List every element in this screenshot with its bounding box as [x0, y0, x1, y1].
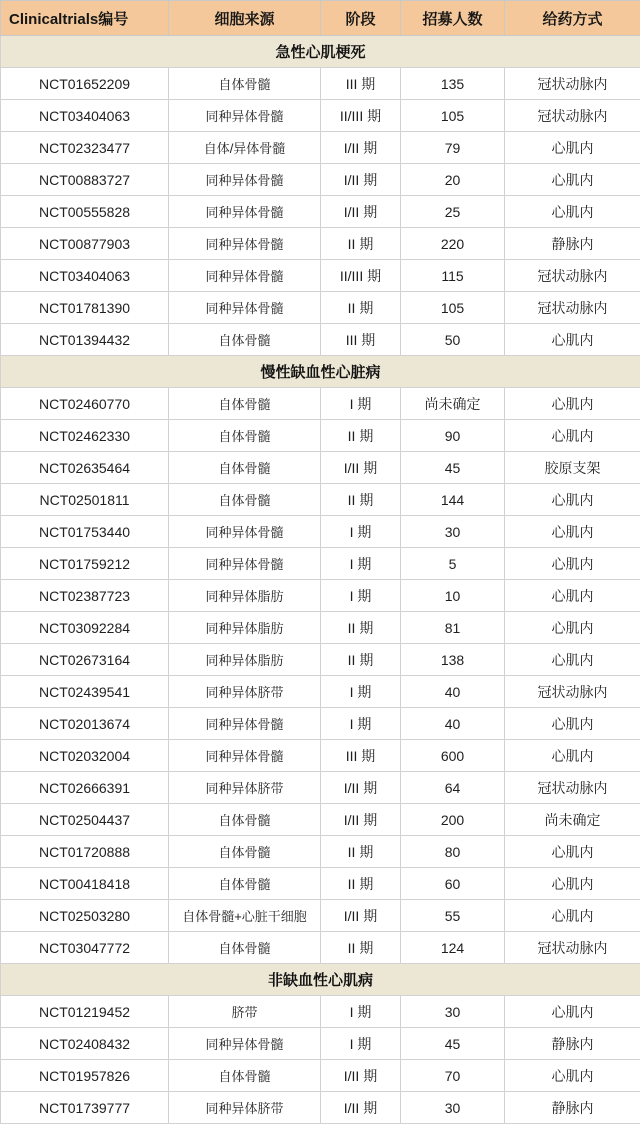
- table-cell: 30: [401, 1092, 505, 1124]
- table-cell: 冠状动脉内: [505, 932, 640, 964]
- table-cell: II/III 期: [321, 260, 401, 292]
- table-cell: I 期: [321, 676, 401, 708]
- table-cell: 79: [401, 132, 505, 164]
- table-cell: NCT02439541: [1, 676, 169, 708]
- table-row: [1, 612, 640, 644]
- table-cell: 冠状动脉内: [505, 100, 640, 132]
- table-cell: 30: [401, 516, 505, 548]
- table-cell: NCT03047772: [1, 932, 169, 964]
- table-cell: 静脉内: [505, 228, 640, 260]
- table-cell: NCT02462330: [1, 420, 169, 452]
- table-cell: 5: [401, 548, 505, 580]
- table-cell: 心肌内: [505, 132, 640, 164]
- table-cell: 50: [401, 324, 505, 356]
- table-cell: II 期: [321, 420, 401, 452]
- table-cell: NCT02408432: [1, 1028, 169, 1060]
- table-row: [1, 932, 640, 964]
- table-cell: NCT02032004: [1, 740, 169, 772]
- table-cell: NCT02673164: [1, 644, 169, 676]
- column-header-cell-source: 细胞来源: [169, 1, 321, 36]
- table-cell: 自体骨髓+心脏干细胞: [169, 900, 321, 932]
- table-cell: 220: [401, 228, 505, 260]
- table-cell: II 期: [321, 868, 401, 900]
- table-row: [1, 452, 640, 484]
- section-header-row: [1, 356, 640, 388]
- table-cell: 心肌内: [505, 612, 640, 644]
- table-cell: II 期: [321, 484, 401, 516]
- table-cell: 心肌内: [505, 708, 640, 740]
- table-cell: 冠状动脉内: [505, 260, 640, 292]
- table-cell: 自体骨髓: [169, 1060, 321, 1092]
- table-cell: 心肌内: [505, 484, 640, 516]
- table-cell: 自体骨髓: [169, 836, 321, 868]
- section-title: 急性心肌梗死: [1, 36, 640, 68]
- table-cell: I/II 期: [321, 1092, 401, 1124]
- table-row: [1, 516, 640, 548]
- table-cell: NCT02666391: [1, 772, 169, 804]
- table-cell: III 期: [321, 68, 401, 100]
- table-cell: II 期: [321, 228, 401, 260]
- table-body: [1, 36, 640, 1124]
- table-cell: 心肌内: [505, 420, 640, 452]
- table-row: [1, 868, 640, 900]
- table-row: [1, 996, 640, 1028]
- table-row: [1, 260, 640, 292]
- table-cell: NCT03404063: [1, 100, 169, 132]
- table-cell: NCT02013674: [1, 708, 169, 740]
- column-header-trial-id: Clinicaltrials编号: [1, 1, 169, 36]
- table-cell: 40: [401, 708, 505, 740]
- column-header-enrollment: 招募人数: [401, 1, 505, 36]
- table-cell: II 期: [321, 612, 401, 644]
- table-cell: I/II 期: [321, 900, 401, 932]
- table-cell: 同种异体骨髓: [169, 292, 321, 324]
- table-cell: 自体骨髓: [169, 388, 321, 420]
- table-cell: 80: [401, 836, 505, 868]
- table-cell: 心肌内: [505, 580, 640, 612]
- table-cell: I 期: [321, 516, 401, 548]
- table-cell: NCT02503280: [1, 900, 169, 932]
- table-row: [1, 68, 640, 100]
- table-cell: NCT00883727: [1, 164, 169, 196]
- table-cell: NCT02504437: [1, 804, 169, 836]
- table-cell: I 期: [321, 548, 401, 580]
- table-row: [1, 484, 640, 516]
- table-cell: 105: [401, 100, 505, 132]
- table-cell: 144: [401, 484, 505, 516]
- table-cell: 同种异体骨髓: [169, 196, 321, 228]
- table-cell: NCT02323477: [1, 132, 169, 164]
- table-cell: I/II 期: [321, 804, 401, 836]
- table-cell: NCT01219452: [1, 996, 169, 1028]
- table-cell: 55: [401, 900, 505, 932]
- table-cell: 自体骨髓: [169, 452, 321, 484]
- table-cell: III 期: [321, 740, 401, 772]
- table-cell: 90: [401, 420, 505, 452]
- table-header: [1, 1, 640, 36]
- table-cell: 同种异体骨髓: [169, 100, 321, 132]
- table-cell: 冠状动脉内: [505, 68, 640, 100]
- table-cell: 30: [401, 996, 505, 1028]
- table-row: [1, 420, 640, 452]
- table-cell: 同种异体骨髓: [169, 228, 321, 260]
- table-row: [1, 1060, 640, 1092]
- table-cell: 138: [401, 644, 505, 676]
- table-cell: 135: [401, 68, 505, 100]
- table-row: [1, 164, 640, 196]
- table-cell: 心肌内: [505, 388, 640, 420]
- table-cell: I 期: [321, 580, 401, 612]
- table-cell: 自体骨髓: [169, 324, 321, 356]
- table-cell: 自体/异体骨髓: [169, 132, 321, 164]
- table-cell: 心肌内: [505, 868, 640, 900]
- table-cell: III 期: [321, 324, 401, 356]
- table-cell: 20: [401, 164, 505, 196]
- table-cell: NCT01394432: [1, 324, 169, 356]
- table-row: [1, 1092, 640, 1124]
- table-cell: 115: [401, 260, 505, 292]
- table-row: [1, 676, 640, 708]
- table-cell: II 期: [321, 836, 401, 868]
- table-cell: NCT03404063: [1, 260, 169, 292]
- table-cell: 自体骨髓: [169, 868, 321, 900]
- table-header-row: [1, 1, 640, 36]
- table-cell: 40: [401, 676, 505, 708]
- table-cell: 70: [401, 1060, 505, 1092]
- table-cell: NCT01759212: [1, 548, 169, 580]
- section-header-row: [1, 964, 640, 996]
- table-cell: 同种异体脐带: [169, 676, 321, 708]
- table-cell: I 期: [321, 996, 401, 1028]
- table-cell: I/II 期: [321, 1060, 401, 1092]
- table-row: [1, 644, 640, 676]
- table-cell: 冠状动脉内: [505, 772, 640, 804]
- table-row: [1, 228, 640, 260]
- table-row: [1, 708, 640, 740]
- table-cell: 同种异体骨髓: [169, 708, 321, 740]
- table-cell: NCT01753440: [1, 516, 169, 548]
- table-cell: 自体骨髓: [169, 932, 321, 964]
- table-row: [1, 772, 640, 804]
- table-cell: 静脉内: [505, 1028, 640, 1060]
- table-cell: 静脉内: [505, 1092, 640, 1124]
- table-cell: I 期: [321, 388, 401, 420]
- table-cell: II/III 期: [321, 100, 401, 132]
- table-cell: 同种异体脂肪: [169, 580, 321, 612]
- table-row: [1, 196, 640, 228]
- table-cell: 45: [401, 1028, 505, 1060]
- table-cell: 60: [401, 868, 505, 900]
- table-cell: I/II 期: [321, 772, 401, 804]
- table-cell: 脐带: [169, 996, 321, 1028]
- table-cell: NCT01957826: [1, 1060, 169, 1092]
- table-cell: 64: [401, 772, 505, 804]
- column-header-phase: 阶段: [321, 1, 401, 36]
- table-row: [1, 388, 640, 420]
- table-cell: NCT01781390: [1, 292, 169, 324]
- table-cell: 同种异体脐带: [169, 1092, 321, 1124]
- table-cell: NCT01720888: [1, 836, 169, 868]
- table-cell: NCT00555828: [1, 196, 169, 228]
- table-cell: 200: [401, 804, 505, 836]
- table-row: [1, 324, 640, 356]
- table-cell: NCT02501811: [1, 484, 169, 516]
- table-cell: I/II 期: [321, 452, 401, 484]
- table-cell: 尚未确定: [401, 388, 505, 420]
- table-row: [1, 100, 640, 132]
- table-row: [1, 548, 640, 580]
- table-cell: 同种异体骨髓: [169, 740, 321, 772]
- table-cell: NCT02460770: [1, 388, 169, 420]
- section-title: 非缺血性心肌病: [1, 964, 640, 996]
- table-cell: NCT02635464: [1, 452, 169, 484]
- table-cell: 冠状动脉内: [505, 676, 640, 708]
- table-row: [1, 740, 640, 772]
- table-cell: 同种异体骨髓: [169, 260, 321, 292]
- section-title: 慢性缺血性心脏病: [1, 356, 640, 388]
- table-cell: 心肌内: [505, 516, 640, 548]
- table-cell: I 期: [321, 1028, 401, 1060]
- table-cell: 45: [401, 452, 505, 484]
- table-cell: 同种异体脂肪: [169, 644, 321, 676]
- table-cell: NCT03092284: [1, 612, 169, 644]
- table-cell: 10: [401, 580, 505, 612]
- table-cell: 自体骨髓: [169, 68, 321, 100]
- table-cell: II 期: [321, 292, 401, 324]
- table-cell: I/II 期: [321, 196, 401, 228]
- table-cell: 同种异体脐带: [169, 772, 321, 804]
- table-cell: NCT02387723: [1, 580, 169, 612]
- table-row: [1, 580, 640, 612]
- table-cell: 心肌内: [505, 548, 640, 580]
- table-cell: I 期: [321, 708, 401, 740]
- table-row: [1, 804, 640, 836]
- table-cell: 同种异体骨髓: [169, 516, 321, 548]
- table-cell: 124: [401, 932, 505, 964]
- table-cell: 心肌内: [505, 1060, 640, 1092]
- table-row: [1, 132, 640, 164]
- table-cell: 自体骨髓: [169, 804, 321, 836]
- table-cell: 105: [401, 292, 505, 324]
- table-cell: II 期: [321, 932, 401, 964]
- section-header-row: [1, 36, 640, 68]
- table-cell: I/II 期: [321, 132, 401, 164]
- table-cell: NCT01652209: [1, 68, 169, 100]
- table-cell: 胶原支架: [505, 452, 640, 484]
- table-cell: 自体骨髓: [169, 420, 321, 452]
- table-cell: NCT01739777: [1, 1092, 169, 1124]
- table-cell: 冠状动脉内: [505, 292, 640, 324]
- table-cell: 心肌内: [505, 836, 640, 868]
- table-cell: 同种异体脂肪: [169, 612, 321, 644]
- table-cell: 600: [401, 740, 505, 772]
- table-cell: 同种异体骨髓: [169, 1028, 321, 1060]
- column-header-delivery: 给药方式: [505, 1, 640, 36]
- table-cell: 心肌内: [505, 740, 640, 772]
- table-cell: 同种异体骨髓: [169, 548, 321, 580]
- table-cell: 尚未确定: [505, 804, 640, 836]
- table-cell: 心肌内: [505, 996, 640, 1028]
- table-cell: II 期: [321, 644, 401, 676]
- table-cell: I/II 期: [321, 164, 401, 196]
- table-cell: 自体骨髓: [169, 484, 321, 516]
- table-cell: 心肌内: [505, 196, 640, 228]
- table-cell: 25: [401, 196, 505, 228]
- table-row: [1, 1028, 640, 1060]
- table-cell: 心肌内: [505, 644, 640, 676]
- table-row: [1, 292, 640, 324]
- table-row: [1, 836, 640, 868]
- table-cell: NCT00877903: [1, 228, 169, 260]
- table-cell: 同种异体骨髓: [169, 164, 321, 196]
- table-cell: 81: [401, 612, 505, 644]
- table-cell: 心肌内: [505, 164, 640, 196]
- table-cell: NCT00418418: [1, 868, 169, 900]
- table-row: [1, 900, 640, 932]
- table-cell: 心肌内: [505, 900, 640, 932]
- table-cell: 心肌内: [505, 324, 640, 356]
